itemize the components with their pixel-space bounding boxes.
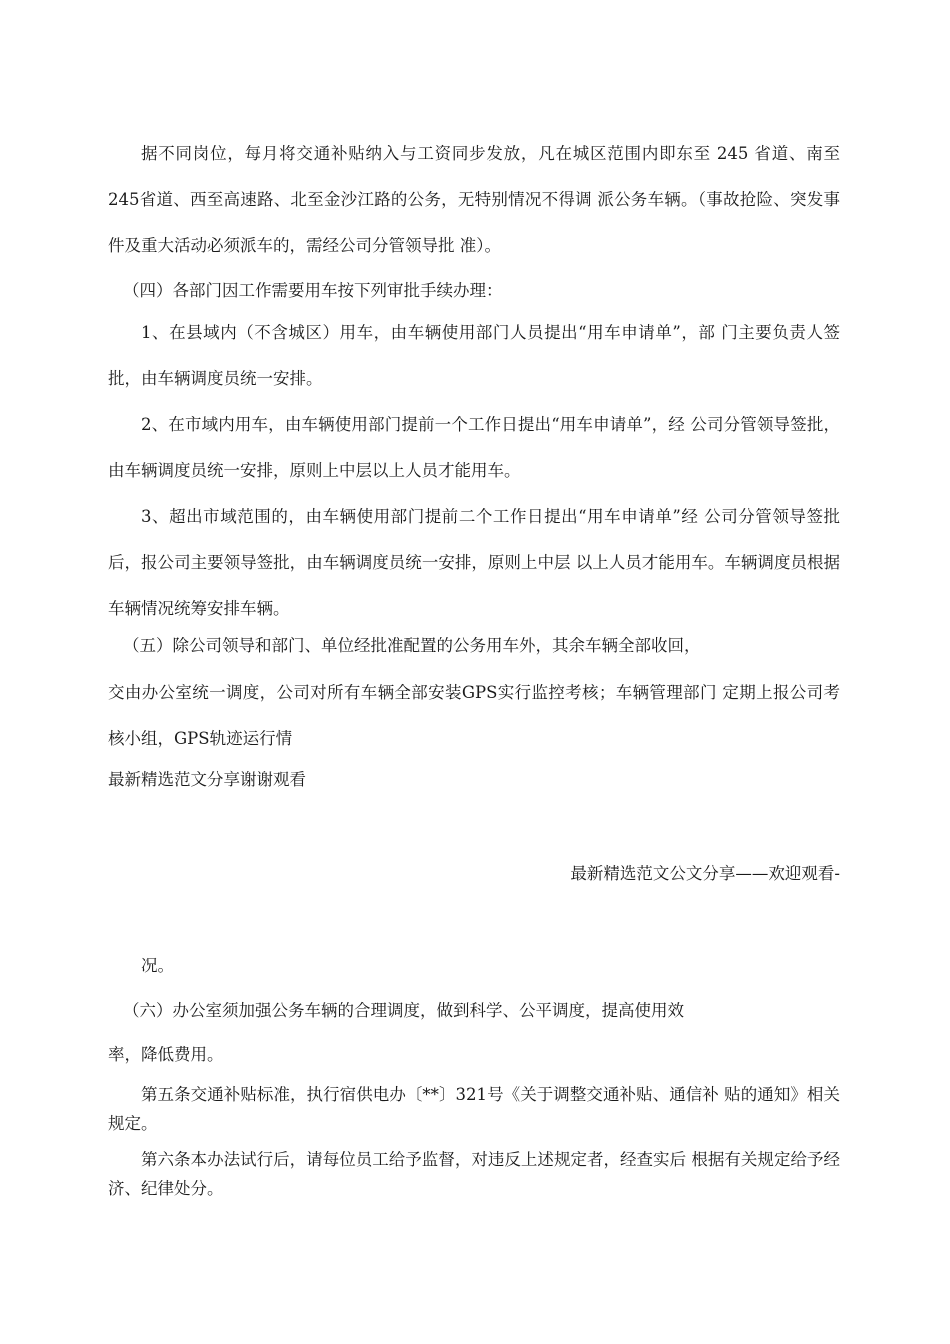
paragraph-dispatch-line2: 率，降低费用。	[108, 1045, 224, 1064]
paragraph-county-use: 1、在县域内（不含城区）用车，由车辆使用部门人员提出“用车申请单”，部 门主要负责人签批，由车辆调度员统一安排。	[108, 323, 840, 388]
paragraph-article-five: 第五条交通补贴标准，执行宿供电办〔**〕321号《关于调整交通补贴、通信补 贴的通知》相关规定。	[108, 1085, 840, 1133]
paragraph-outside-city-use: 3、超出市域范围的，由车辆使用部门提前二个工作日提出“用车申请单”经 公司分管领导签批后，报公司主要领导签批，由车辆调度员统一安排，原则上中层 以上人员才能用车。车辆调度员根据车辆情况统筹安排车辆。	[108, 507, 840, 618]
paragraph-transport-subsidy: 据不同岗位，每月将交通补贴纳入与工资同步发放，凡在城区范围内即东至 245 省道、南至245省道、西至高速路、北至金沙江路的公务，无特别情况不得调 派公务车辆。（事故抢险、突发事件及重大活动必须派车的，需经公司分管领导批 准）。	[108, 144, 840, 255]
page-header: 最新精选范文公文分享——欢迎观看-	[570, 864, 840, 883]
footer-note: 最新精选范文分享谢谢观看	[108, 770, 306, 789]
paragraph-vehicle-recall-line1: （五）除公司领导和部门、单位经批准配置的公务用车外，其余车辆全部收回，	[123, 636, 701, 655]
paragraph-approval-heading: （四）各部门因工作需要用车按下列审批手续办理：	[123, 281, 503, 300]
paragraph-vehicle-recall-rest: 交由办公室统一调度，公司对所有车辆全部安装GPS实行监控考核；车辆管理部门 定期上报公司考核小组，GPS轨迹运行情	[108, 683, 840, 748]
paragraph-article-six: 第六条本办法试行后，请每位员工给予监督，对违反上述规定者，经查实后 根据有关规定给予经济、纪律处分。	[108, 1150, 840, 1198]
paragraph-dispatch-line1: （六）办公室须加强公务车辆的合理调度，做到科学、公平调度，提高使用效	[123, 1001, 684, 1020]
paragraph-continuation: 况。	[141, 956, 174, 975]
paragraph-city-use: 2、在市域内用车，由车辆使用部门提前一个工作日提出“用车申请单”，经 公司分管领导签批，由车辆调度员统一安排，原则上中层以上人员才能用车。	[108, 415, 840, 480]
